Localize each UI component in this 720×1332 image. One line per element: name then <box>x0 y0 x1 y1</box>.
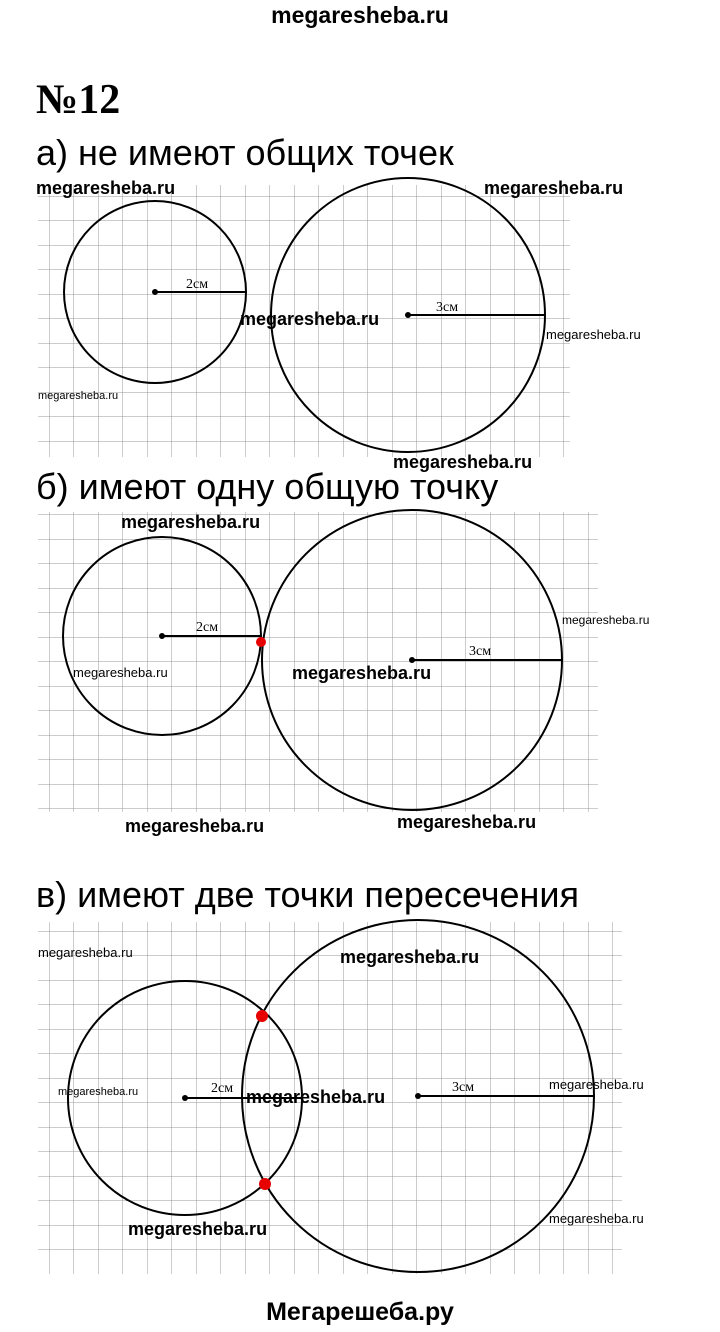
grid-b <box>38 512 598 812</box>
intersection-point-top <box>256 1010 268 1022</box>
heading-part-a: а) не имеют общих точек <box>36 132 454 173</box>
large-center-point <box>415 1093 421 1099</box>
small-radius-label: 2см <box>186 277 209 292</box>
watermark: megaresheba.ru <box>484 178 624 198</box>
small-radius-label: 2см <box>211 1081 234 1096</box>
watermark: megaresheba.ru <box>121 512 261 532</box>
small-center-point <box>159 633 165 639</box>
watermark: megaresheba.ru <box>393 452 533 472</box>
watermark: megaresheba.ru <box>549 1077 644 1092</box>
watermark: megaresheba.ru <box>246 1087 386 1107</box>
watermark: megaresheba.ru <box>36 178 176 198</box>
small-radius-label: 2см <box>196 620 219 635</box>
large-center-point <box>405 312 411 318</box>
heading-part-c: в) имеют две точки пересечения <box>36 874 580 915</box>
watermark: megaresheba.ru <box>38 945 133 960</box>
small-center-point <box>152 289 158 295</box>
figure-part-b <box>38 510 598 812</box>
site-watermark-top: megaresheba.ru <box>271 2 449 28</box>
watermark: megaresheba.ru <box>546 327 641 342</box>
large-radius-label: 3см <box>436 300 459 315</box>
large-radius-label: 3см <box>452 1080 475 1095</box>
watermark: megaresheba.ru <box>125 816 265 836</box>
watermark: megaresheba.ru <box>562 613 650 627</box>
heading-part-b: б) имеют одну общую точку <box>36 466 499 507</box>
small-center-point <box>182 1095 188 1101</box>
watermark: megaresheba.ru <box>397 812 537 832</box>
watermark: megaresheba.ru <box>73 665 168 680</box>
watermark: megaresheba.ru <box>549 1211 644 1226</box>
watermark: megaresheba.ru <box>58 1086 139 1098</box>
task-number: №12 <box>36 77 121 123</box>
watermark: megaresheba.ru <box>128 1219 268 1239</box>
watermark: megaresheba.ru <box>292 663 432 683</box>
site-watermark-bottom: Мегарешеба.ру <box>266 1298 454 1326</box>
watermark: megaresheba.ru <box>240 309 380 329</box>
intersection-point-bottom <box>259 1178 271 1190</box>
watermark: megaresheba.ru <box>38 390 119 402</box>
touch-point <box>256 637 266 647</box>
large-radius-label: 3см <box>469 644 492 659</box>
watermark: megaresheba.ru <box>340 947 480 967</box>
